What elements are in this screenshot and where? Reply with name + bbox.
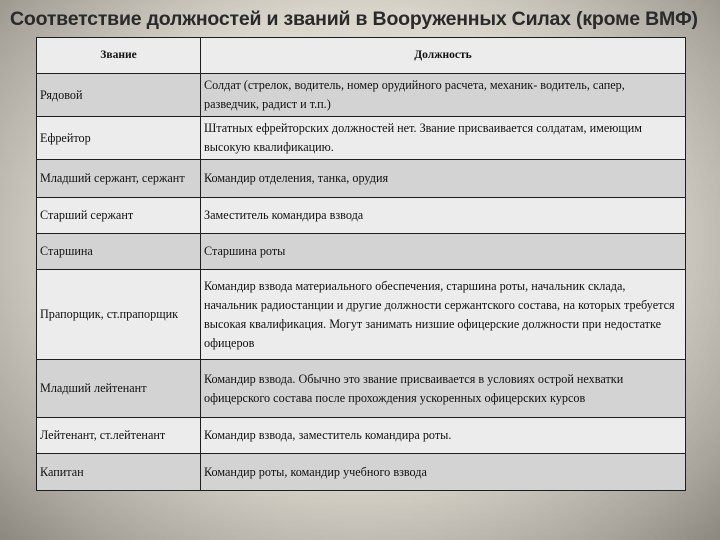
page-title: Соответствие должностей и званий в Вооруженных Силах (кроме ВМФ) bbox=[10, 8, 698, 30]
position-cell: Штатных ефрейторских должностей нет. Звание присваивается солдатам, имеющим высокую квалификацию. bbox=[201, 117, 686, 160]
position-cell: Командир взвода. Обычно это звание присваивается в условиях острой нехватки офицерского состава после прохождения ускоренных офицерских курсов bbox=[201, 360, 686, 418]
header-position: Должность bbox=[201, 38, 686, 74]
position-cell: Командир отделения, танка, орудия bbox=[201, 160, 686, 198]
rank-cell: Ефрейтор bbox=[37, 117, 201, 160]
table-row bbox=[37, 454, 686, 491]
position-cell: Командир взвода материального обеспечения, старшина роты, начальник склада, начальник радиостанции и другие должности сержантского состава, на которых требуется высокая квалификация. Могут занимать низшие офицерские должности при недостатке офицеров bbox=[201, 270, 686, 360]
table-row bbox=[37, 198, 686, 234]
table-row bbox=[37, 360, 686, 418]
table-row bbox=[37, 418, 686, 454]
table-row bbox=[37, 160, 686, 198]
position-cell: Старшина роты bbox=[201, 234, 686, 270]
position-cell: Командир взвода, заместитель командира роты. bbox=[201, 418, 686, 454]
position-cell: Командир роты, командир учебного взвода bbox=[201, 454, 686, 491]
rank-cell: Старший сержант bbox=[37, 198, 201, 234]
rank-cell: Рядовой bbox=[37, 74, 201, 117]
rank-cell: Лейтенант, ст.лейтенант bbox=[37, 418, 201, 454]
rank-cell: Старшина bbox=[37, 234, 201, 270]
rank-cell: Младший лейтенант bbox=[37, 360, 201, 418]
position-cell: Заместитель командира взвода bbox=[201, 198, 686, 234]
rank-cell: Младший сержант, сержант bbox=[37, 160, 201, 198]
table-header-row bbox=[37, 38, 686, 74]
rank-cell: Прапорщик, ст.прапорщик bbox=[37, 270, 201, 360]
table-row bbox=[37, 117, 686, 160]
table-row bbox=[37, 270, 686, 360]
table-row bbox=[37, 74, 686, 117]
ranks-table bbox=[36, 37, 686, 491]
table-row bbox=[37, 234, 686, 270]
position-cell: Солдат (стрелок, водитель, номер орудийного расчета, механик- водитель, сапер, разведчик, радист и т.п.) bbox=[201, 74, 686, 117]
rank-cell: Капитан bbox=[37, 454, 201, 491]
header-rank: Звание bbox=[37, 38, 201, 74]
